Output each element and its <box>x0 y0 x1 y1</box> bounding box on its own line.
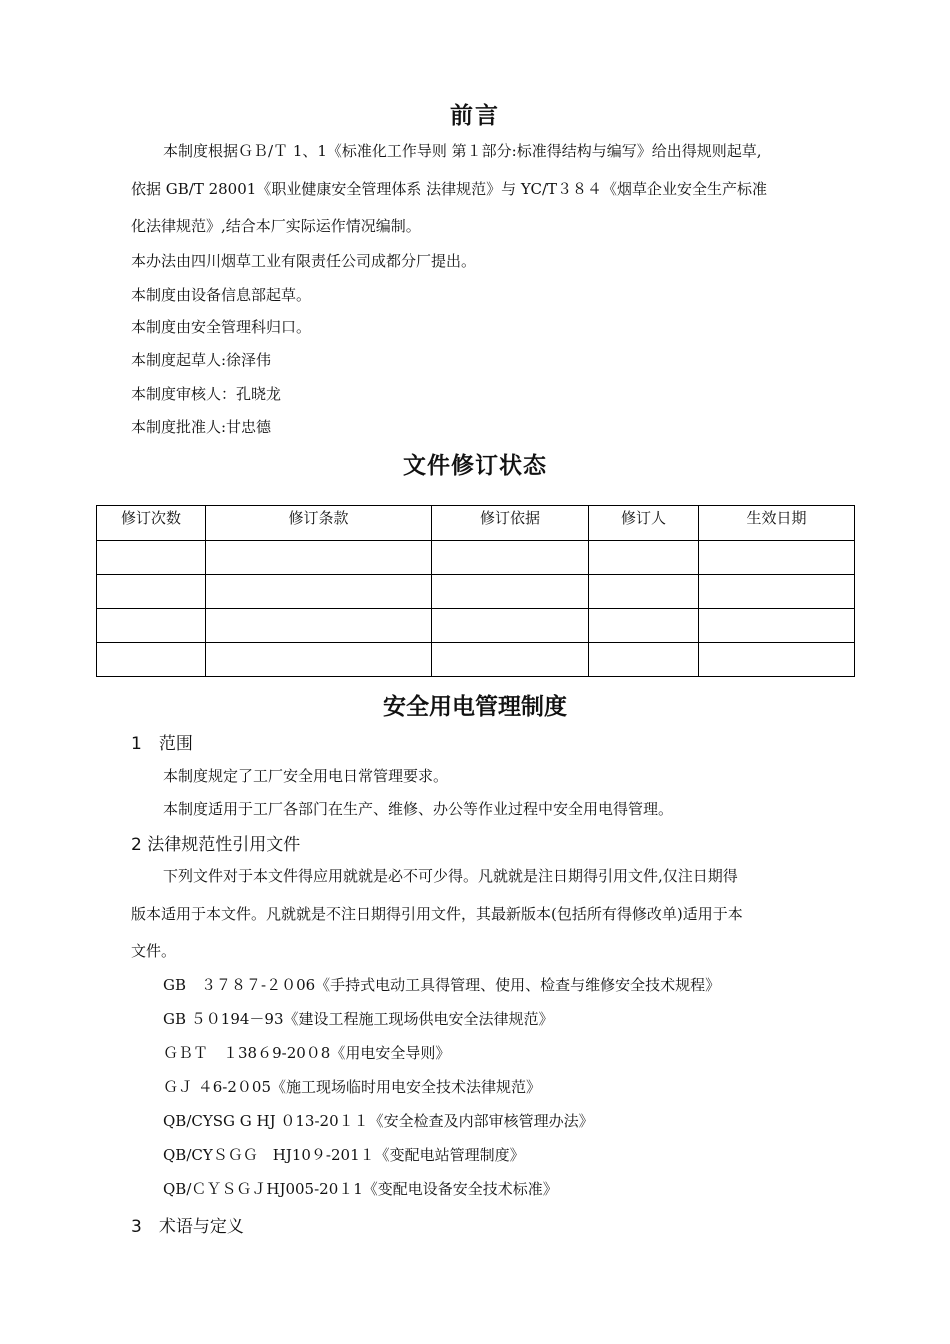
table-cell <box>206 643 432 677</box>
table-cell <box>206 575 432 609</box>
section-2-intro-line-3: 文件。 <box>131 942 177 960</box>
section-2-intro-line-1: 下列文件对于本文件得应用就就是必不可少得。凡就就是注日期得引用文件,仅注日期得 <box>163 867 738 885</box>
table-cell <box>589 575 699 609</box>
table-row <box>97 541 855 575</box>
foreword-drafting-dept-line: 本制度由设备信息部起草。 <box>131 286 312 304</box>
table-cell <box>97 575 206 609</box>
reference-item: GB ３７８７-２０06《手持式电动工具得管理、使用、检查与维修安全技术规程》 <box>163 976 721 994</box>
table-cell <box>699 575 855 609</box>
reference-item: QB/CYＳＧＧ HJ10９-201１《变配电站管理制度》 <box>163 1146 525 1164</box>
table-cell <box>206 541 432 575</box>
table-cell <box>97 541 206 575</box>
table-cell <box>432 609 589 643</box>
foreword-paragraph-line-1: 本制度根据ＧＢ/Ｔ 1、1《标准化工作导则 第１部分:标准得结构与编写》给出得规则起草, <box>163 142 762 160</box>
revision-header-basis: 修订依据 <box>432 506 589 541</box>
regulation-title: 安全用电管理制度 <box>383 694 567 720</box>
foreword-approver-line: 本制度批准人:甘忠德 <box>131 418 272 436</box>
table-cell <box>97 643 206 677</box>
foreword-owner-dept-line: 本制度由安全管理科归口。 <box>131 318 312 336</box>
reference-item: ＧＢＴ １38６9-20０8《用电安全导则》 <box>163 1044 451 1062</box>
reference-item: GB ５０194－93《建设工程施工现场供电安全法律规范》 <box>163 1010 554 1028</box>
table-cell <box>589 609 699 643</box>
section-2-heading: 2 法律规范性引用文件 <box>131 835 301 855</box>
table-cell <box>97 609 206 643</box>
foreword-paragraph-line-3: 化法律规范》,结合本厂实际运作情况编制。 <box>131 217 421 235</box>
reference-item: ＧＪ ４6-2０05《施工现场临时用电安全技术法律规范》 <box>163 1078 542 1096</box>
section-3-heading: 3 术语与定义 <box>131 1217 244 1237</box>
revision-table <box>96 505 855 677</box>
reference-item: QB/CYSG G HJ ０13-20１１《安全检查及内部审核管理办法》 <box>163 1112 594 1130</box>
table-cell <box>589 643 699 677</box>
table-cell <box>699 609 855 643</box>
table-row <box>97 575 855 609</box>
table-cell <box>432 541 589 575</box>
reference-item: QB/ＣＹＳＧＪHJ005-20１1《变配电设备安全技术标准》 <box>163 1180 558 1198</box>
foreword-paragraph-line-2: 依据 GB/T 28001《职业健康安全管理体系 法律规范》与 YC/T３８４《烟草企业安全生产标准 <box>131 180 768 198</box>
section-2-intro-line-2: 版本适用于本文件。凡就就是不注日期得引用文件，其最新版本(包括所有得修改单)适用于本 <box>131 905 743 923</box>
foreword-title: 前言 <box>450 103 500 129</box>
revision-table-header-row <box>97 506 855 541</box>
table-cell <box>699 643 855 677</box>
table-cell <box>589 541 699 575</box>
foreword-proposer-line: 本办法由四川烟草工业有限责任公司成都分厂提出。 <box>131 252 477 270</box>
table-cell <box>432 575 589 609</box>
section-1-paragraph-2: 本制度适用于工厂各部门在生产、维修、办公等作业过程中安全用电得管理。 <box>163 800 674 818</box>
section-1-paragraph-1: 本制度规定了工厂安全用电日常管理要求。 <box>163 767 449 785</box>
foreword-reviewer-line: 本制度审核人：孔晓龙 <box>131 385 282 403</box>
revision-header-clause: 修订条款 <box>206 506 432 541</box>
table-row <box>97 609 855 643</box>
revision-status-title: 文件修订状态 <box>403 453 547 479</box>
table-cell <box>699 541 855 575</box>
revision-header-count: 修订次数 <box>97 506 206 541</box>
revision-header-effective-date: 生效日期 <box>699 506 855 541</box>
revision-header-reviser: 修订人 <box>589 506 699 541</box>
table-row <box>97 643 855 677</box>
table-cell <box>206 609 432 643</box>
table-cell <box>432 643 589 677</box>
section-1-heading: 1 范围 <box>131 734 193 754</box>
foreword-drafter-line: 本制度起草人:徐泽伟 <box>131 351 272 369</box>
